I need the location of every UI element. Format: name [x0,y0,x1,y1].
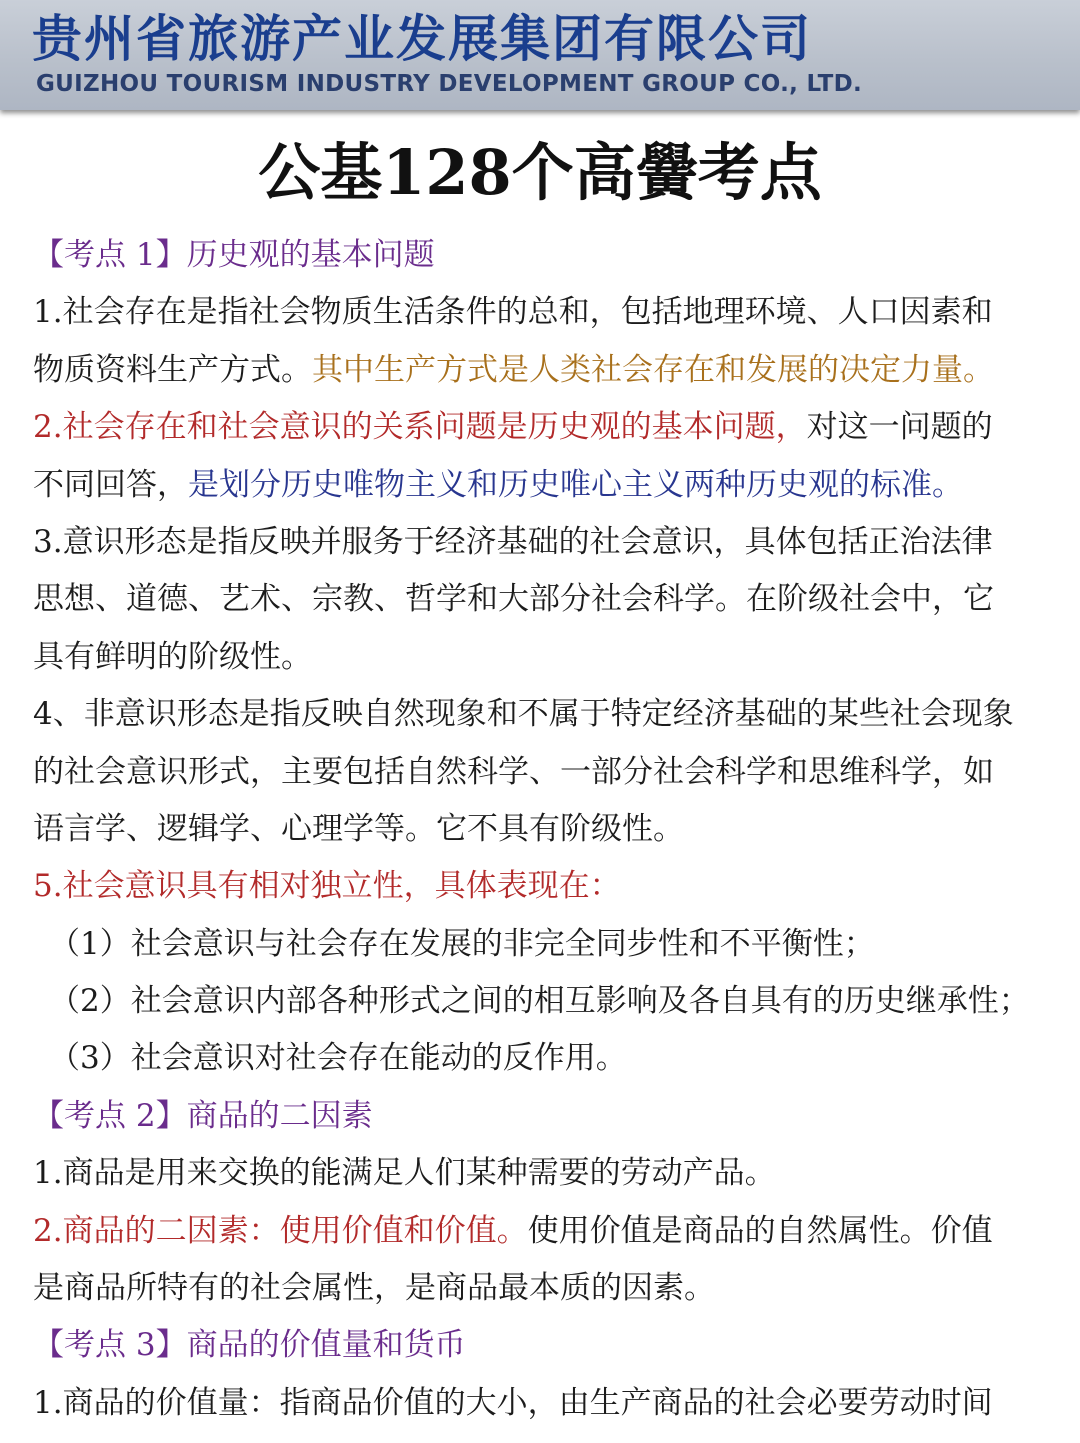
text-line: 物质资料生产方式。其中生产方式是人类社会存在和发展的决定力量。 [33,351,994,388]
highlight-text: 是划分历史唯物主义和历史唯心主义两种历史观的标准。 [188,466,963,503]
highlight-text: 2.商品的二因素：使用价值和价值。 [33,1212,528,1249]
text-line: 具有鲜明的阶级性。 [33,638,312,675]
text-line: 3.意识形态是指反映并服务于经济基础的社会意识，具体包括正治法律 [33,523,993,560]
section-heading-2: 【考点 2】商品的二因素 [33,1097,373,1134]
text-line: 1.社会存在是指社会物质生活条件的总和，包括地理环境、人口因素和 [33,294,993,331]
highlight-text: 2.社会存在和社会意识的关系问题是历史观的基本问题， [33,409,807,446]
text-line: 不同回答，是划分历史唯物主义和历史唯心主义两种历史观的标准。 [33,466,963,503]
section-heading-3: 【考点 3】商品的价值量和货币 [33,1327,466,1364]
company-name-cn: 贵州省旅游产业发展集团有限公司 [32,10,812,68]
text-line: 5.社会意识具有相对独立性，具体表现在： [33,868,621,905]
list-item: （1）社会意识与社会存在发展的非完全同步性和不平衡性； [49,925,875,962]
text-line: 的社会意识形式，主要包括自然科学、一部分社会科学和思维科学，如 [33,753,994,790]
section-heading-1: 【考点 1】历史观的基本问题 [33,237,435,273]
text-line: 2.商品的二因素：使用价值和价值。使用价值是商品的自然属性。价值 [33,1212,993,1249]
article-body [33,227,1053,1432]
text-line: 1.商品是用来交换的能满足人们某种需要的劳动产品。 [33,1155,776,1192]
text-line: 思想、道德、艺术、宗教、哲学和大部分社会科学。在阶级社会中，它 [33,581,994,618]
list-item: （2）社会意识内部各种形式之间的相互影响及各自具有的历史继承性； [49,983,1030,1020]
text-line: 1.商品的价值量：指商品价值的大小，由生产商品的社会必要劳动时间 [33,1384,993,1421]
page-title: 公基128个高黌考点 [258,136,822,209]
text-line: 是商品所特有的社会属性，是商品最本质的因素。 [33,1270,715,1307]
text-line: 2.社会存在和社会意识的关系问题是历史观的基本问题，对这一问题的 [33,409,993,446]
company-name-en: GUIZHOU TOURISM INDUSTRY DEVELOPMENT GROUP CO., LTD. [36,71,863,97]
highlight-text: 其中生产方式是人类社会存在和发展的决定力量。 [312,351,994,388]
list-item: （3）社会意识对社会存在能动的反作用。 [49,1040,627,1077]
company-banner [0,0,1080,110]
text-line: 语言学、逻辑学、心理学等。它不具有阶级性。 [33,810,684,847]
text-line: 4、非意识形态是指反映自然现象和不属于特定经济基础的某些社会现象 [33,696,1014,733]
